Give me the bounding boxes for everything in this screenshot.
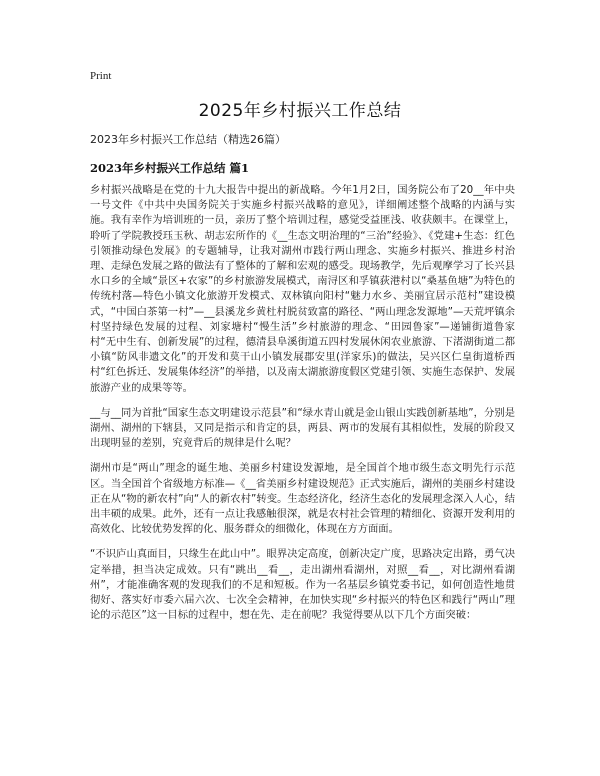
print-label: Print xyxy=(90,70,112,82)
paragraph: “不识庐山真面目，只缘生在此山中”。眼界决定高度，创新决定广度，思路决定出路，勇气决定举措，担当决定成效。只有“跳出__看__，走出湖州看湖州，对照__看__，对比湖州看湖州”，才能准确客观的发现我们的不足和短板。作为一名基层乡镇党委书记，如何创造性地贯彻好、落实好市委六届六次、七次全会精神，在加快实现“乡村振兴的特色区和践行“两山”理论的示范区”这一目标的过程中，想在先、走在前呢？我觉得要从以下几个方面突破： xyxy=(90,548,515,622)
paragraph: 乡村振兴战略是在党的十九大报告中提出的新战略。今年1月2日，国务院公布了20__年中央一号文件《中共中央国务院关于实施乡村振兴战略的意见》，详细阐述整个战略的内涵与实施。我有幸作为培训班的一员，亲历了整个培训过程，感觉受益匪浅、收获颇丰。在课堂上，聆听了学院教授珏玉秋、胡志宏所作的《__生态文明治理的“三治”经验》、《党建+生态：红色引领推动绿色发展》的专题辅导，让我对湖州市践行两山理念、实施乡村振兴、推进乡村治理、走绿色发展之路的做法有了整体的了解和宏观的感受。现场教学，先后观摩学习了长兴县水口乡的全域“景区+农家”的乡村旅游发展模式，南浔区和孚镇荻港村以“桑基鱼塘”为特色的传统村落—特色小镇文化旅游开发模式、双林镇向阳村“魅力水乡、美丽宜居示范村”建设模式，“中国白茶第一村”—__县溪龙乡黄杜村脱贫致富的路径、“两山理念发源地”—天荒坪镇余村坚持绿色发展的过程、刘家塘村“慢生活”乡村旅游的理念、“田园鲁家”—递铺街道鲁家村“无中生有、创新发展”的过程，德清县阜溪街道五四村发展休闲农业旅游、下渚湖街道二都小镇“防风非遗文化”的开发和莫干山小镇发展郡安里(洋家乐)的做法，吴兴区仁皇街道桥西村“红色拆迁、发展集体经济”的举措，以及南太湖旅游度假区党建引领、实施生态保护、发展旅游产业的成果等等。 xyxy=(90,184,515,394)
section-heading: 2023年乡村振兴工作总结 篇1 xyxy=(90,161,250,175)
paragraph: __与__同为首批“国家生态文明建设示范县”和“绿水青山就是金山银山实践创新基地”，分别是湖州、湖州的下辖县，又同是指示和肯定的县，两县、两市的发展有其相似性，发展的阶段又出现明显的差别，究竟背后的规律是什么呢？ xyxy=(90,406,515,450)
document-title: 2025年乡村振兴工作总结 xyxy=(198,101,402,121)
document-subtitle: 2023年乡村振兴工作总结（精选26篇） xyxy=(90,133,286,146)
document-body xyxy=(90,183,515,633)
paragraph: 湖州市是“两山”理念的诞生地、美丽乡村建设发源地，是全国首个地市级生态文明先行示范区。当全国首个省级地方标准—《__省美丽乡村建设规范》正式实施后，湖州的美丽乡村建设正在从“物的新农村”向“人的新农村”转变。生态经济化，经济生态化的发展理念深入人心，结出丰硕的成果。此外，还有一点让我感触很深，就是农村社会管理的精细化、资源开发利用的高效化、比较优势发挥的化、服务群众的细微化，体现在方方面面。 xyxy=(90,462,515,536)
